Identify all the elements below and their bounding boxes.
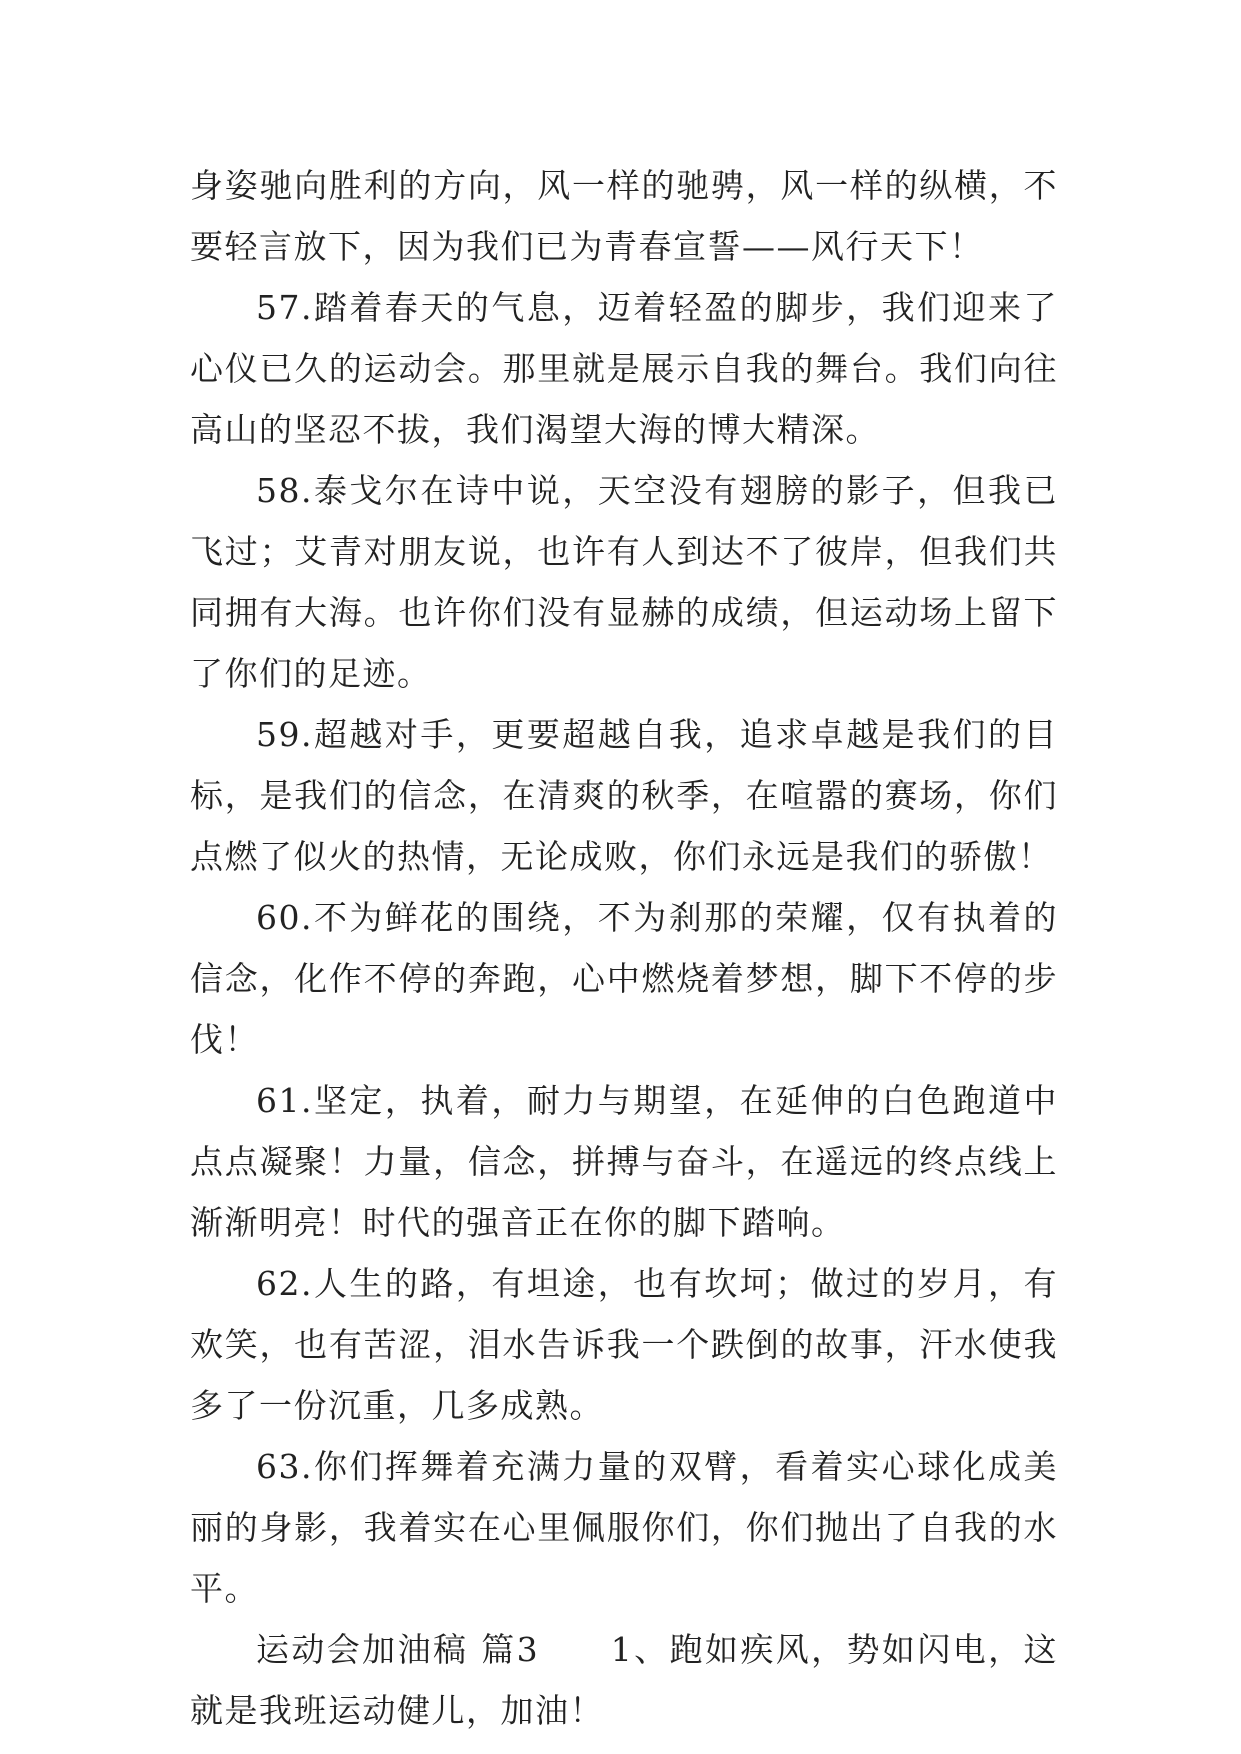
paragraph-59: 59.超越对手，更要超越自我，追求卓越是我们的目标，是我们的信念，在清爽的秋季，在喧嚣的赛场，你们点燃了似火的热情，无论成败，你们永远是我们的骄傲！ <box>190 715 1058 876</box>
paragraph-62: 62.人生的路，有坦途，也有坎坷；做过的岁月，有欢笑，也有苦涩，泪水告诉我一个跌倒的故事，汗水使我多了一份沉重，几多成熟。 <box>190 1264 1058 1425</box>
paragraph-60: 60.不为鲜花的围绕，不为刹那的荣耀，仅有执着的信念，化作不停的奔跑，心中燃烧着梦想，脚下不停的步伐！ <box>190 898 1058 1059</box>
paragraph-58: 58.泰戈尔在诗中说，天空没有翅膀的影子，但我已飞过；艾青对朋友说，也许有人到达不了彼岸，但我们共同拥有大海。也许你们没有显赫的成绩，但运动场上留下了你们的足迹。 <box>190 471 1058 693</box>
paragraph-section-3: 运动会加油稿 篇3 1、跑如疾风，势如闪电，这就是我班运动健儿，加油！ <box>190 1630 1058 1730</box>
paragraph-continuation: 身姿驰向胜利的方向，风一样的驰骋，风一样的纵横，不要轻言放下，因为我们已为青春宣誓——风行天下！ <box>190 166 1058 266</box>
paragraph-63: 63.你们挥舞着充满力量的双臂，看着实心球化成美丽的身影，我着实在心里佩服你们，你们抛出了自我的水平。 <box>190 1447 1058 1608</box>
paragraph-57: 57.踏着春天的气息，迈着轻盈的脚步，我们迎来了心仪已久的运动会。那里就是展示自我的舞台。我们向往高山的坚忍不拔，我们渴望大海的博大精深。 <box>190 288 1058 449</box>
paragraph-61: 61.坚定，执着，耐力与期望，在延伸的白色跑道中点点凝聚！力量，信念，拼搏与奋斗，在遥远的终点线上渐渐明亮！时代的强音正在你的脚下踏响。 <box>190 1081 1058 1242</box>
document-body <box>190 155 1058 1741</box>
